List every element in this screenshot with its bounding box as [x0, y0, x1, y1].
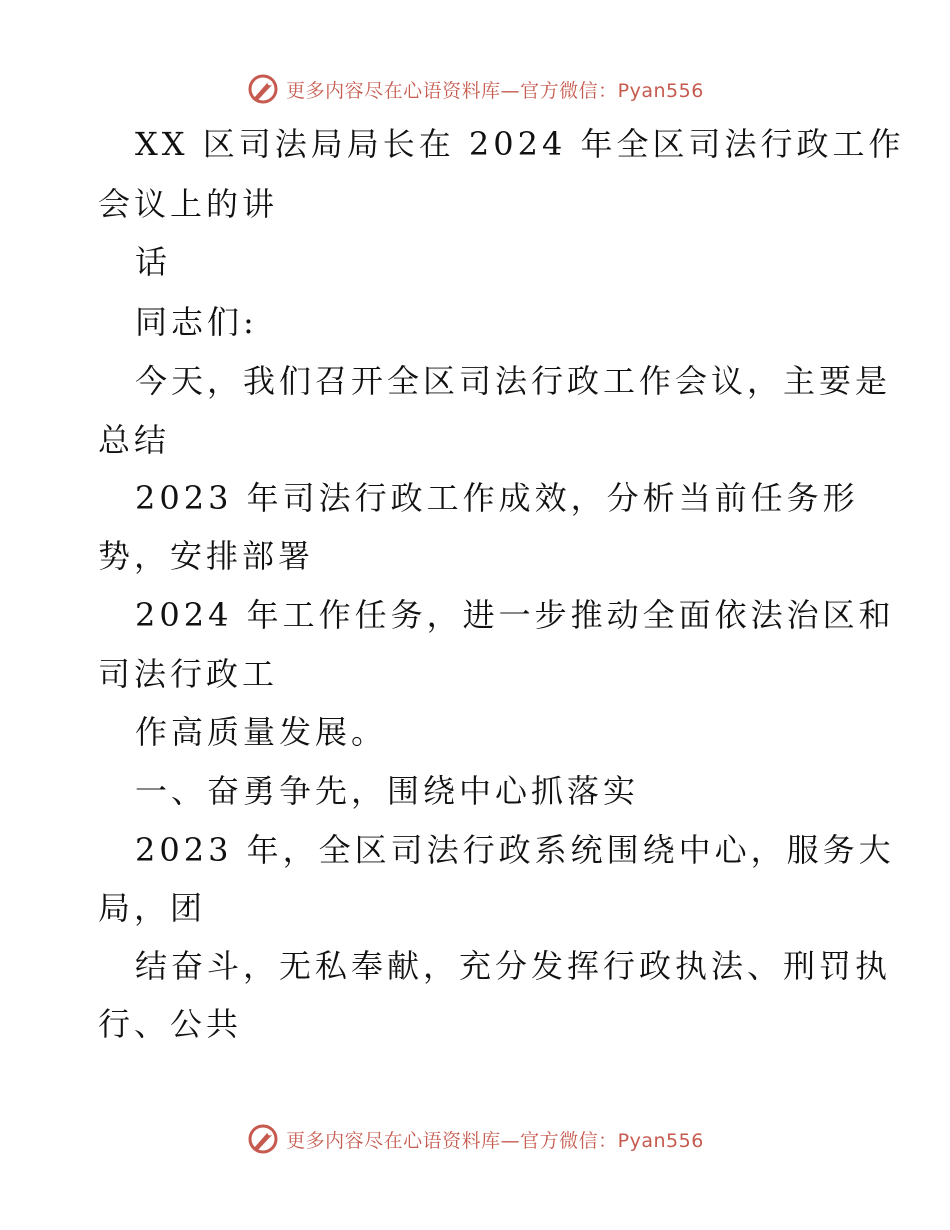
watermark-footer — [0, 1122, 950, 1156]
paragraph-line: 2023 年，全区司法行政系统围绕中心，服务大 — [135, 831, 895, 869]
watermark-text: 更多内容尽在心语资料库—官方微信：Pyan556 — [286, 1129, 704, 1152]
paragraph-line: 今天，我们召开全区司法行政工作会议，主要是 — [135, 362, 892, 400]
pen-seal-logo-icon — [246, 72, 280, 106]
section-heading: 一、奋勇争先，围绕中心抓落实 — [135, 772, 640, 810]
title-line-3: 话 — [135, 243, 172, 281]
pen-seal-logo-icon — [246, 1122, 280, 1156]
watermark-text: 更多内容尽在心语资料库—官方微信：Pyan556 — [286, 79, 704, 102]
paragraph-line: 2023 年司法行政工作成效，分析当前任务形 — [135, 479, 859, 517]
paragraph-line: 行、公共 — [98, 1005, 243, 1043]
salutation: 同志们: — [135, 303, 258, 341]
paragraph-line: 作高质量发展。 — [135, 713, 388, 751]
paragraph-line: 结奋斗，无私奉献，充分发挥行政执法、刑罚执 — [135, 947, 892, 985]
paragraph-line: 司法行政工 — [98, 655, 279, 693]
paragraph-line: 局，团 — [98, 889, 207, 927]
title-line-1: XX 区司法局局长在 2024 年全区司法行政工作 — [135, 125, 905, 163]
watermark-header — [0, 72, 950, 106]
paragraph-line: 总结 — [98, 421, 171, 459]
paragraph-line: 势，安排部署 — [98, 537, 315, 575]
title-line-2: 会议上的讲 — [98, 185, 279, 223]
paragraph-line: 2024 年工作任务，进一步推动全面依法治区和 — [135, 596, 895, 634]
